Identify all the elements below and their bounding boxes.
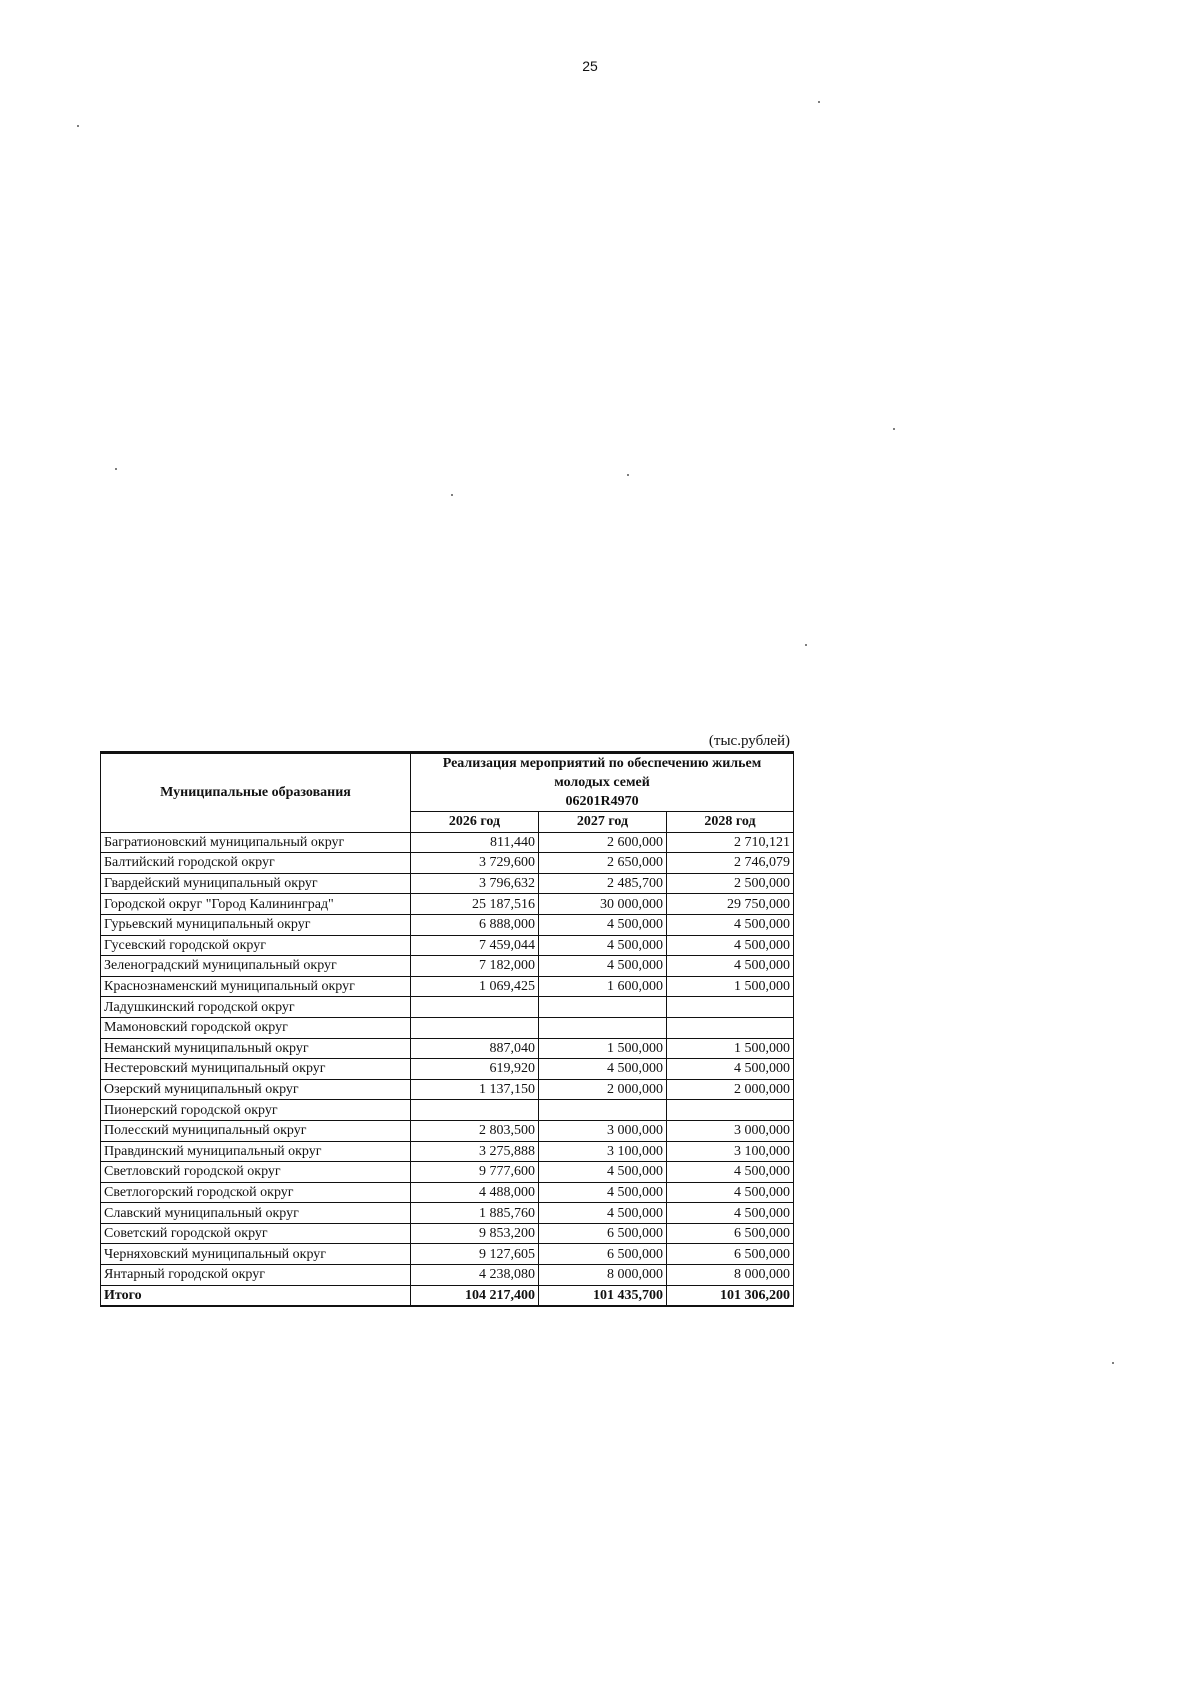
amount-2027: 2 485,700 <box>539 873 667 894</box>
municipality-name: Правдинский муниципальный округ <box>101 1141 411 1162</box>
amount-2026: 2 803,500 <box>411 1120 539 1141</box>
municipality-name: Краснознаменский муниципальный округ <box>101 976 411 997</box>
amount-2026: 1 137,150 <box>411 1079 539 1100</box>
amount-2028 <box>667 1100 794 1121</box>
table-row <box>101 1120 794 1141</box>
year-header-2028: 2028 год <box>667 812 794 833</box>
table-row <box>101 1038 794 1059</box>
table-body <box>101 832 794 1285</box>
municipality-name: Светлогорский городской округ <box>101 1182 411 1203</box>
amount-2028: 1 500,000 <box>667 976 794 997</box>
municipality-name: Зеленоградский муниципальный округ <box>101 956 411 977</box>
amount-2027: 4 500,000 <box>539 1203 667 1224</box>
table-row <box>101 914 794 935</box>
amount-2027: 6 500,000 <box>539 1223 667 1244</box>
amount-2028: 1 500,000 <box>667 1038 794 1059</box>
amount-2026: 619,920 <box>411 1059 539 1080</box>
amount-2026 <box>411 1017 539 1038</box>
amount-2026: 9 127,605 <box>411 1244 539 1265</box>
amount-2026: 6 888,000 <box>411 914 539 935</box>
amount-2026: 811,440 <box>411 832 539 853</box>
table-row <box>101 853 794 874</box>
amount-2028: 4 500,000 <box>667 1182 794 1203</box>
scan-speck <box>77 125 79 127</box>
amount-2027: 2 600,000 <box>539 832 667 853</box>
table-row <box>101 935 794 956</box>
municipality-name: Гурьевский муниципальный округ <box>101 914 411 935</box>
column-header-program <box>411 753 794 812</box>
amount-2026 <box>411 1100 539 1121</box>
amount-2027: 3 000,000 <box>539 1120 667 1141</box>
amount-2027: 2 000,000 <box>539 1079 667 1100</box>
amount-2027: 4 500,000 <box>539 935 667 956</box>
municipality-name: Гусевский городской округ <box>101 935 411 956</box>
amount-2028: 2 500,000 <box>667 873 794 894</box>
table-row <box>101 1265 794 1286</box>
table-row <box>101 956 794 977</box>
table-row <box>101 1162 794 1183</box>
table-row <box>101 1059 794 1080</box>
municipality-name: Балтийский городской округ <box>101 853 411 874</box>
page-number: 25 <box>582 58 598 74</box>
table-row <box>101 1079 794 1100</box>
municipality-name: Ладушкинский городской округ <box>101 997 411 1018</box>
municipality-name: Светловский городской округ <box>101 1162 411 1183</box>
program-title-line: молодых семей <box>554 775 650 790</box>
scan-speck <box>451 494 453 496</box>
amount-2028: 4 500,000 <box>667 914 794 935</box>
total-2027: 101 435,700 <box>539 1285 667 1306</box>
total-2028: 101 306,200 <box>667 1285 794 1306</box>
municipality-name: Городской округ "Город Калининград" <box>101 894 411 915</box>
municipality-name: Багратионовский муниципальный округ <box>101 832 411 853</box>
scan-speck <box>115 468 117 470</box>
amount-2027: 4 500,000 <box>539 1059 667 1080</box>
amount-2026: 7 459,044 <box>411 935 539 956</box>
amount-2028: 4 500,000 <box>667 956 794 977</box>
amount-2026: 9 777,600 <box>411 1162 539 1183</box>
table-row <box>101 1182 794 1203</box>
amount-2026: 9 853,200 <box>411 1223 539 1244</box>
amount-2026: 4 238,080 <box>411 1265 539 1286</box>
table-row <box>101 976 794 997</box>
amount-2027: 1 600,000 <box>539 976 667 997</box>
amount-2028: 6 500,000 <box>667 1223 794 1244</box>
amount-2027: 6 500,000 <box>539 1244 667 1265</box>
municipality-name: Пионерский городской округ <box>101 1100 411 1121</box>
amount-2026: 1 069,425 <box>411 976 539 997</box>
amount-2028: 8 000,000 <box>667 1265 794 1286</box>
amount-2027: 1 500,000 <box>539 1038 667 1059</box>
amount-2027: 30 000,000 <box>539 894 667 915</box>
program-title-line: Реализация мероприятий по обеспечению жильем <box>442 756 762 771</box>
total-2026: 104 217,400 <box>411 1285 539 1306</box>
table-row <box>101 873 794 894</box>
amount-2027: 4 500,000 <box>539 1162 667 1183</box>
amount-2028: 4 500,000 <box>667 1059 794 1080</box>
table-row <box>101 1141 794 1162</box>
year-header-2026: 2026 год <box>411 812 539 833</box>
amount-2026 <box>411 997 539 1018</box>
amount-2026: 25 187,516 <box>411 894 539 915</box>
table-row <box>101 997 794 1018</box>
amount-2028: 29 750,000 <box>667 894 794 915</box>
amount-2028: 2 000,000 <box>667 1079 794 1100</box>
amount-2026: 3 729,600 <box>411 853 539 874</box>
amount-2028: 4 500,000 <box>667 1162 794 1183</box>
year-header-2027: 2027 год <box>539 812 667 833</box>
municipality-name: Озерский муниципальный округ <box>101 1079 411 1100</box>
scan-speck <box>818 101 820 103</box>
municipality-name: Неманский муниципальный округ <box>101 1038 411 1059</box>
amount-2027 <box>539 997 667 1018</box>
amount-2028: 3 000,000 <box>667 1120 794 1141</box>
scan-speck <box>805 644 807 646</box>
units-label: (тыс.рублей) <box>708 733 790 749</box>
table-row <box>101 894 794 915</box>
municipality-name: Нестеровский муниципальный округ <box>101 1059 411 1080</box>
amount-2028: 6 500,000 <box>667 1244 794 1265</box>
municipality-name: Полесский муниципальный округ <box>101 1120 411 1141</box>
scan-speck <box>627 474 629 476</box>
amount-2028: 4 500,000 <box>667 935 794 956</box>
municipality-name: Гвардейский муниципальный округ <box>101 873 411 894</box>
amount-2028: 2 710,121 <box>667 832 794 853</box>
program-code: 06201R4970 <box>565 794 639 809</box>
scan-speck <box>1112 1362 1114 1364</box>
table-row <box>101 832 794 853</box>
amount-2026: 4 488,000 <box>411 1182 539 1203</box>
amount-2028: 4 500,000 <box>667 1203 794 1224</box>
scan-speck <box>893 428 895 430</box>
amount-2026: 887,040 <box>411 1038 539 1059</box>
amount-2027: 2 650,000 <box>539 853 667 874</box>
table-row <box>101 1244 794 1265</box>
amount-2027: 8 000,000 <box>539 1265 667 1286</box>
amount-2026: 7 182,000 <box>411 956 539 977</box>
amount-2028: 2 746,079 <box>667 853 794 874</box>
amount-2028 <box>667 997 794 1018</box>
amount-2026: 1 885,760 <box>411 1203 539 1224</box>
municipality-name: Черняховский муниципальный округ <box>101 1244 411 1265</box>
total-row <box>101 1285 794 1306</box>
amount-2027: 4 500,000 <box>539 914 667 935</box>
amount-2027 <box>539 1017 667 1038</box>
municipality-name: Славский муниципальный округ <box>101 1203 411 1224</box>
total-label: Итого <box>101 1285 411 1306</box>
municipality-name: Советский городской округ <box>101 1223 411 1244</box>
amount-2026: 3 275,888 <box>411 1141 539 1162</box>
municipality-name: Мамоновский городской округ <box>101 1017 411 1038</box>
amount-2027: 4 500,000 <box>539 1182 667 1203</box>
amount-2028: 3 100,000 <box>667 1141 794 1162</box>
amount-2027: 3 100,000 <box>539 1141 667 1162</box>
table-row <box>101 1223 794 1244</box>
budget-table <box>100 751 794 1307</box>
amount-2027: 4 500,000 <box>539 956 667 977</box>
table-row <box>101 1100 794 1121</box>
amount-2026: 3 796,632 <box>411 873 539 894</box>
amount-2028 <box>667 1017 794 1038</box>
municipality-name: Янтарный городской округ <box>101 1265 411 1286</box>
table-row <box>101 1203 794 1224</box>
table-row <box>101 1017 794 1038</box>
column-header-municipality: Муниципальные образования <box>101 753 411 833</box>
amount-2027 <box>539 1100 667 1121</box>
